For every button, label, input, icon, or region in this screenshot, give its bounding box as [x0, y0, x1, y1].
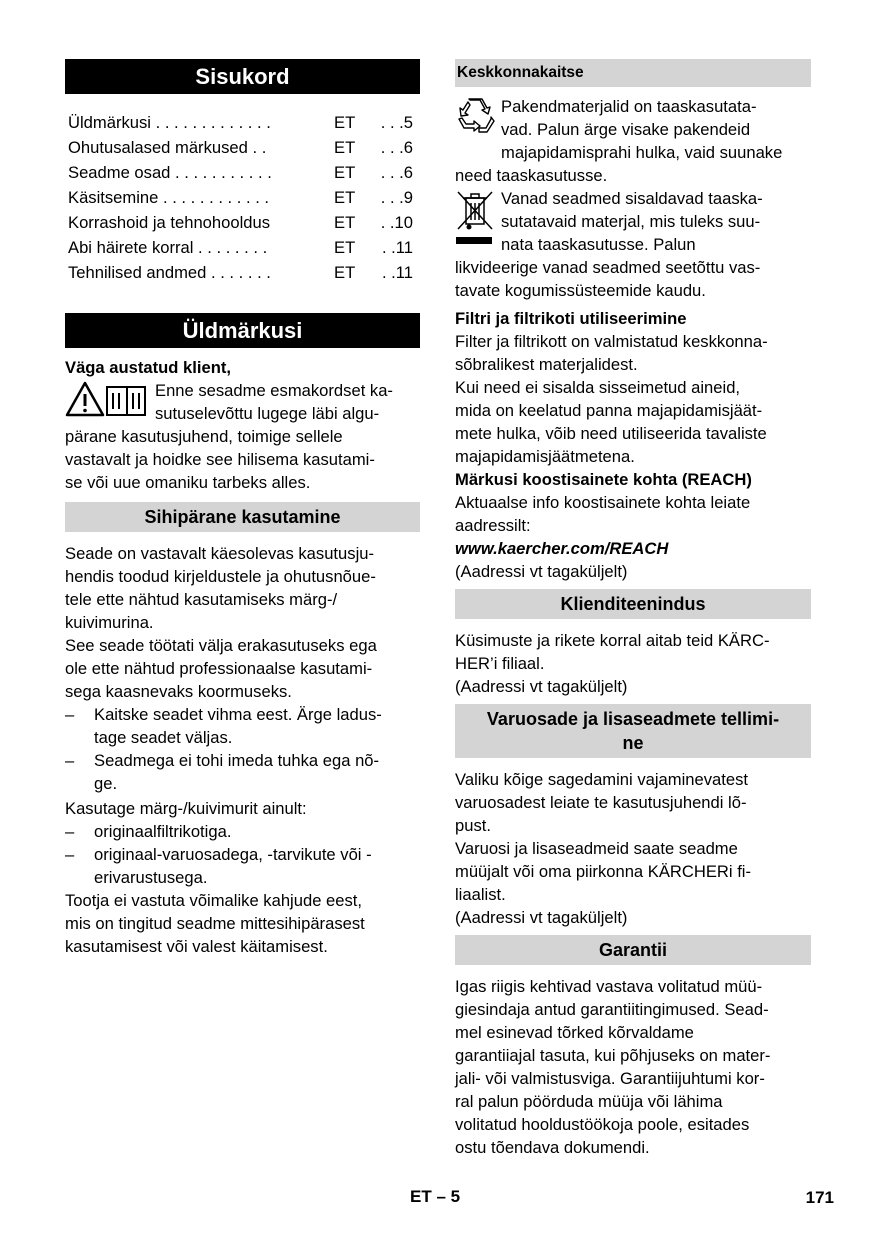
toc-page: . .11 [381, 263, 413, 282]
para-line: HER’i filiaal. [455, 654, 545, 673]
para-line: Tootja ei vastuta võimalike kahjude eest, [65, 891, 363, 910]
toc-page: . .11 [381, 238, 413, 257]
para-line: See seade töötati välja erakasutuseks ega [65, 636, 377, 655]
intro-block [65, 379, 420, 494]
para-line: giesindaja antud garantiitingimused. Sead- [455, 1000, 769, 1019]
list-item [65, 843, 420, 889]
list-item [65, 820, 420, 843]
para-line: majapidamisprahi hulka, vaid suunake [501, 143, 783, 162]
crossed-bin-icon [455, 189, 495, 256]
toc-row[interactable] [65, 135, 420, 160]
para-line: majapidamisjäätmetena. [455, 447, 635, 466]
para-line: tavate kogumissüsteemide kaudu. [455, 281, 706, 300]
address-note: (Aadressi vt tagaküljelt) [455, 677, 628, 696]
toc-lang: ET [334, 263, 356, 282]
para-line: sutatavaid materjal, mis tuleks suu- [501, 212, 761, 231]
para-line: mida on keelatud panna majapidamisjäät- [455, 401, 763, 420]
toc-heading: Sisukord [65, 59, 420, 94]
toc-row[interactable] [65, 185, 420, 210]
right-column [455, 59, 811, 1159]
dash-bullet: – [65, 845, 75, 864]
para-line: jali- või valmistusviga. Garantiijuhtumi kor- [455, 1069, 765, 1088]
general-heading: Üldmärkusi [65, 313, 420, 348]
para-line: Vanad seadmed sisaldavad taaska- [501, 189, 763, 208]
reach-link[interactable]: www.kaercher.com/REACH [455, 539, 669, 558]
dash-bullet: – [65, 751, 75, 770]
para-line: Kui need ei sisalda sisseimetud aineid, [455, 378, 741, 397]
dash-bullet: – [65, 822, 75, 841]
para-line: volitatud hooldustöökoja poole, esitades [455, 1115, 750, 1134]
old-devices-block [455, 187, 811, 302]
list-item [65, 749, 420, 795]
toc-lang: ET [334, 238, 356, 257]
service-heading: Klienditeenindus [455, 589, 811, 619]
warranty-heading: Garantii [455, 935, 811, 965]
list-item-text: originaalfiltrikotiga. [94, 822, 232, 841]
address-note: (Aadressi vt tagaküljelt) [455, 908, 628, 927]
toc-title: Tehnilised andmed . . . . . . . [68, 263, 271, 282]
para-line: liaalist. [455, 885, 506, 904]
toc-page: . . .6 [380, 138, 413, 157]
list-item-text: originaal-varuosadega, -tarvikute või - [94, 845, 372, 864]
para-line: sega kaasnevaks koormuseks. [65, 682, 292, 701]
para-line: pust. [455, 816, 491, 835]
environment-heading: Keskkonnakaitse [455, 59, 811, 87]
toc-title: Abi häirete korral . . . . . . . . [68, 238, 268, 257]
address-note: (Aadressi vt tagaküljelt) [455, 562, 628, 581]
parts-heading-line: Varuosade ja lisaseadmete tellimi- [486, 709, 780, 729]
para-line: ostu tõendava dokumendi. [455, 1138, 650, 1157]
toc-row[interactable] [65, 235, 420, 260]
para-line: Seade on vastavalt käesolevas kasutusju- [65, 544, 375, 563]
list-item-text: tage seadet väljas. [94, 728, 233, 747]
dash-bullet: – [65, 705, 75, 724]
filter-heading: Filtri ja filtrikoti utiliseerimine [455, 309, 687, 328]
page-number: 171 [805, 1188, 834, 1207]
para-line: garantiiajal tasuta, kui põhjuseks on mater- [455, 1046, 771, 1065]
intro-line: vastavalt ja hoidke see hilisema kasutami- [65, 450, 375, 469]
para-line: vad. Palun ärge visake pakendeid [501, 120, 751, 139]
toc-lang: ET [334, 213, 356, 232]
para-line: müüjalt või oma piirkonna KÄRCHERi fi- [455, 862, 752, 881]
para-line: Varuosi ja lisaseadmeid saate seadme [455, 839, 738, 858]
toc-title: Korrashoid ja tehnohooldus [68, 213, 271, 232]
toc-lang: ET [334, 113, 356, 132]
toc-row[interactable] [65, 110, 420, 135]
toc-page: . . .6 [380, 163, 413, 182]
para-line: mete hulka, võib need utiliseerida tavaliste [455, 424, 767, 443]
para-line: tele ette nähtud kasutamiseks märg-/ [65, 590, 338, 609]
para-line: need taaskasutusse. [455, 166, 608, 185]
para-line: nata taaskasutusse. Palun [501, 235, 696, 254]
toc-title: Üldmärkusi . . . . . . . . . . . . . [68, 113, 271, 132]
para-line: sõbralikest materjalidest. [455, 355, 638, 374]
toc-row[interactable] [65, 160, 420, 185]
list-item-text: ge. [94, 774, 118, 793]
para-line: Aktuaalse info koostisainete kohta leiate [455, 493, 751, 512]
toc-row[interactable] [65, 210, 420, 235]
greeting: Väga austatud klient, [65, 358, 231, 377]
intro-line: se või uue omaniku tarbeks alles. [65, 473, 311, 492]
toc-title: Käsitsemine . . . . . . . . . . . . [68, 188, 270, 207]
toc-title: Seadme osad . . . . . . . . . . . [68, 163, 272, 182]
para-line: ral palun pöörduda müüja või lähima [455, 1092, 723, 1111]
para-line: Pakendmaterjalid on taaskasutata- [501, 97, 757, 116]
intro-line: pärane kasutusjuhend, toimige sellele [65, 427, 343, 446]
para-line: aadressilt: [455, 516, 531, 535]
table-of-contents [65, 110, 420, 285]
parts-heading [455, 704, 811, 758]
warning-manual-icon [65, 379, 149, 424]
para-line: Filter ja filtrikott on valmistatud keskkonna- [455, 332, 768, 351]
para-line: Küsimuste ja rikete korral aitab teid KÄRC- [455, 631, 770, 650]
toc-lang: ET [334, 138, 356, 157]
toc-page: . . .9 [380, 188, 413, 207]
para-line: mis on tingitud seadme mittesihipärasest [65, 914, 365, 933]
list-item-text: Kaitske seadet vihma eest. Ärge ladus- [94, 705, 382, 724]
toc-row[interactable] [65, 260, 420, 285]
para-line: likvideerige vanad seadmed seetõttu vas- [455, 258, 761, 277]
para-line: kasutamisest või valest käitamisest. [65, 937, 328, 956]
reach-heading: Märkusi koostisainete kohta (REACH) [455, 470, 752, 489]
intended-use-heading: Sihipärane kasutamine [65, 502, 420, 532]
para-line: Valiku kõige sagedamini vajaminevatest [455, 770, 749, 789]
list-item-text: erivarustusega. [94, 868, 208, 887]
toc-title: Ohutusalased märkused . . [68, 138, 267, 157]
toc-page: . . .5 [380, 113, 413, 132]
footer-language-page: ET – 5 [410, 1187, 461, 1206]
use-only-label: Kasutage märg-/kuivimurit ainult: [65, 799, 307, 818]
list-item [65, 703, 420, 749]
packaging-block [455, 95, 811, 187]
left-column [65, 59, 420, 958]
list-item-text: Seadmega ei tohi imeda tuhka ega nõ- [94, 751, 380, 770]
toc-page: . .10 [380, 213, 413, 232]
para-line: mel esinevad tõrked kõrvaldame [455, 1023, 694, 1042]
intro-line: sutuselevõttu lugege läbi algu- [155, 404, 380, 423]
para-line: varuosadest leiate te kasutusjuhendi lõ- [455, 793, 747, 812]
para-line: hendis toodud kirjeldustele ja ohutusnõue- [65, 567, 376, 586]
toc-lang: ET [334, 163, 356, 182]
parts-heading-line: ne [622, 733, 644, 753]
intro-line: Enne sesadme esmakordset ka- [155, 381, 393, 400]
toc-lang: ET [334, 188, 356, 207]
para-line: ole ette nähtud professionaalse kasutami- [65, 659, 373, 678]
para-line: kuivimurina. [65, 613, 154, 632]
recycle-icon [455, 97, 495, 142]
para-line: Igas riigis kehtivad vastava volitatud müü- [455, 977, 763, 996]
